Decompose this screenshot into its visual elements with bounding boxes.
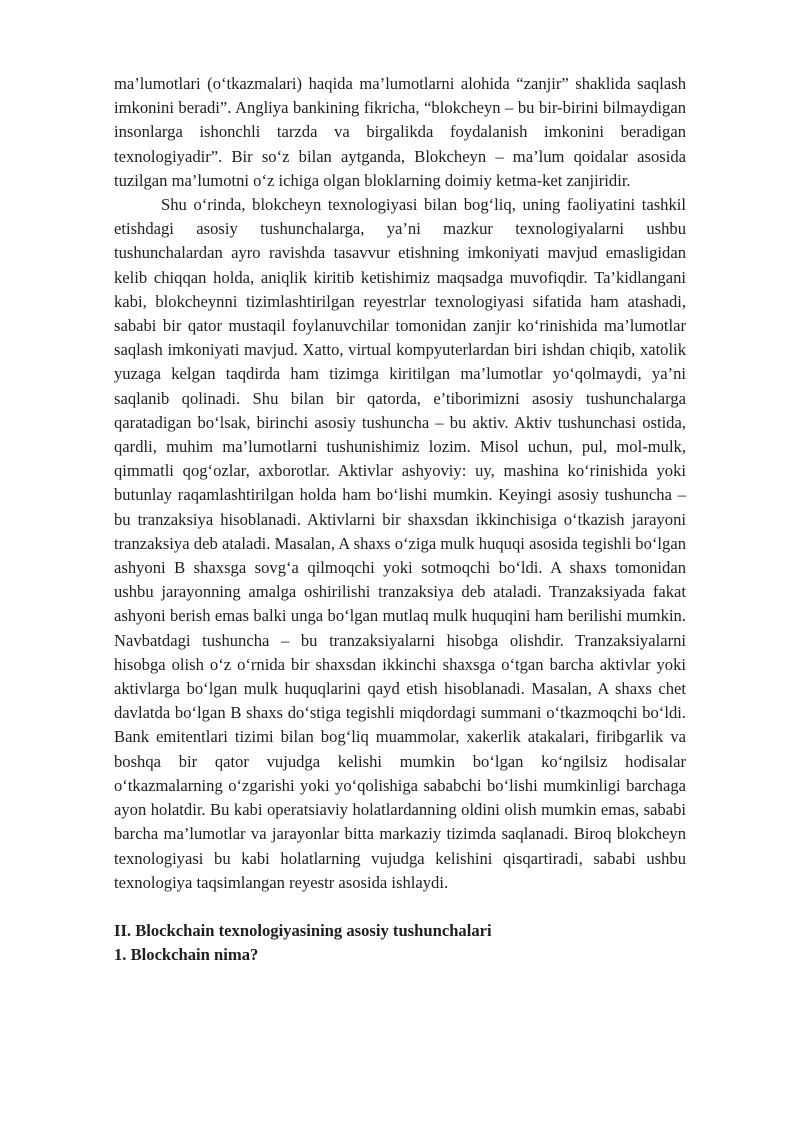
paragraph-continuation: ma’lumotlari (o‘tkazmalari) haqida ma’lumotlarni alohida “zanjir” shaklida saqlash imkonini beradi”. Angliya bankining fikricha, “blokcheyn – bu bir-birini bilmaydigan insonlarga ishonchli tarzda va birgalikda foydalanish imkonini beradigan texnologiyadir”. Bir so‘z bilan aytganda, Blokcheyn – ma’lum qoidalar asosida tuzilgan ma’lumotni o‘z ichiga olgan bloklarning doimiy ketma-ket zanjiridir. xyxy=(114,74,686,190)
document-body xyxy=(114,72,686,967)
paragraph-blockchain-concepts: Shu o‘rinda, blokcheyn texnologiyasi bilan bog‘liq, uning faoliyatini tashkil etishdagi asosiy tushunchalarga, ya’ni mazkur texnologiyalarni ushbu tushunchalardan ayro ravishda tasavvur etishning imkoniyati mavjud emasligidan kelib chiqqan holda, aniqlik kiritib ketishimiz maqsadga muvofiqdir. Ta’kidlangani kabi, blokcheynni tizimlashtirilgan reyestrlar texnologiyasi sifatida ham atashadi, sababi bir qator mustaqil foylanuvchilar tomonidan zanjir ko‘rinishida ma’lumotlar saqlash imkoniyati mavjud. Xatto, virtual kompyuterlardan biri ishdan chiqib, xatolik yuzaga kelgan taqdirda ham tizimga kiritilgan ma’lumotlar yo‘qolmaydi, ya’ni saqlanib qolinadi. Shu bilan bir qatorda, e’tiborimizni asosiy tushunchalarga qaratadigan bo‘lsak, birinchi asosiy tushuncha – bu aktiv. Aktiv tushunchasi ostida, qardli, muhim ma’lumotlarni tushunishimiz lozim. Misol uchun, pul, mol-mulk, qimmatli qog‘ozlar, axborotlar. Aktivlar ashyoviy: uy, mashina ko‘rinishida yoki butunlay raqamlashtirilgan holda ham bo‘lishi mumkin. Keyingi asosiy tushuncha – bu tranzaksiya hisoblanadi. Aktivlarni bir shaxsdan ikkinchisiga o‘tkazish jarayoni tranzaksiya deb ataladi. Masalan, A shaxs o‘ziga mulk huquqi asosida tegishli bo‘lgan ashyoni B shaxsga sovg‘a qilmoqchi yoki sotmoqchi bo‘ldi. A shaxs tomonidan ushbu jarayonning amalga oshirilishi tranzaksiya deb ataladi. Tranzaksiyada fakat ashyoni berish emas balki unga bo‘lgan mutlaq mulk huquqini ham berilishi mumkin. Navbatdagi tushuncha – bu tranzaksiyalarni hisobga olishdir. Tranzaksiyalarni hisobga olish o‘z o‘rnida bir shaxsdan ikkinchi shaxsga o‘tgan barcha aktivlar yoki aktivlarga bo‘lgan mulk huquqlarini qayd etish hisoblanadi. Masalan, A shaxs chet davlatda bo‘lgan B shaxs do‘stiga tegishli miqdordagi summani o‘tkazmoqchi bo‘ldi. Bank emitentlari tizimi bilan bog‘liq muammolar, xakerlik atakalari, firibgarlik va boshqa bir qator vujudga kelishi mumkin bo‘lgan ko‘ngilsiz hodisalar o‘tkazmalarning o‘zgarishi yoki yo‘qolishiga sababchi bo‘lishi mumkinligi barchaga ayon holatdir. Bu kabi operatsiaviy holatlardanning oldini olish mumkin emas, sababi barcha ma’lumotlar va jarayonlar bitta markaziy tizimda saqlanadi. Biroq blokcheyn texnologiyasi bu kabi holatlarning vujudga kelishini qisqartiradi, sababi ushbu texnologiya taqsimlangan reyestr asosida ishlaydi. xyxy=(114,195,686,892)
subsection-heading: 1. Blockchain nima? xyxy=(114,945,259,965)
section-heading: II. Blockchain texnologiyasining asosiy tushunchalari xyxy=(114,920,492,940)
